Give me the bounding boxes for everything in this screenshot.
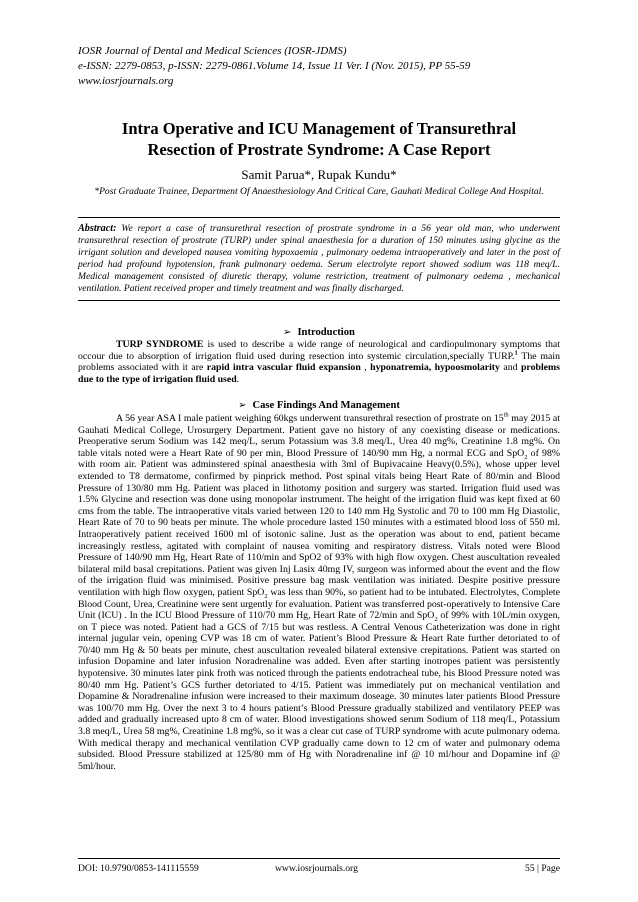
introduction-heading: Introduction xyxy=(297,327,355,338)
case-heading: Case Findings And Management xyxy=(252,400,400,411)
paper-title xyxy=(78,118,560,160)
section-heading-introduction xyxy=(78,327,560,338)
intro-problem-2: hyponatremia, hypoosmolarity xyxy=(370,362,500,374)
intro-text-3: , xyxy=(360,362,371,374)
superscript-th: th xyxy=(503,411,509,419)
journal-name: IOSR Journal of Dental and Medical Sciences (IOSR-JDMS) xyxy=(78,45,347,57)
intro-problem-1: rapid intra vascular fluid expansion xyxy=(206,362,361,374)
case-text-5: of 99% with 10L/min oxygen, on T piece was noted. Patient had a GCS of 7/15 but was restless. A Central Venous Catheterization was done in right internal jugular vein, opening CVP was 18 cm of water. Patient’s Blood Pressure & Heart Rate further detoriated to of 70/40 mm Hg & 50 beats per minute, chest auscultation revealed bilateral extensive crepitations. Patient was started on infusion Dopamine and later infusion Noradrenaline was added. Even after starting inotropes patient was persistently hypotensive. 30 minutes later pink froth was noticed through the patients endotracheal tube, his Blood Pressure noted was 80/40 mm Hg. Patient’s GCS further detoriated to 4/15. Patient was immediately put on mechanical ventilation and Dopamine & Noradrenaline infusion were increased to their maximum doseage. 30 minutes later patients Blood Pressure was 100/70 mm Hg. Over the next 3 to 4 hours patient’s Blood Pressure gradually stabilized and ventilatory PEEP was added and gradually increased upto 8 cm of water. Blood investigations showed serum Sodium of 118 meq/L, Potassium 3.8 meq/L, Urea 58 mg%, Creatinine 1.8 mg%, so it was a clear cut case of TURP syndrome with acute pulmonary odema. With medical therapy and mechanical ventilation CVP gradually came down to 12 cm of water and pulmonary odema subsided. Blood Pressure stabilized at 125/80 mm of Hg with Noradrenaline inf @ 10 ml/hour and Dopamine inf @ 5ml/hour. xyxy=(78,610,560,772)
intro-text-4: and xyxy=(499,362,521,374)
case-paragraph xyxy=(78,413,560,772)
page-footer xyxy=(78,858,560,874)
journal-header xyxy=(78,44,558,89)
footer-doi: DOI: 10.9790/0853-141115559 xyxy=(78,863,199,874)
turp-syndrome-term: TURP SYNDROME xyxy=(116,339,204,350)
journal-issn: e-ISSN: 2279-0853, p-ISSN: 2279-0861.Volume 14, Issue 11 Ver. I (Nov. 2015), PP 55-59 xyxy=(78,60,471,72)
subscript-2: 2 xyxy=(434,616,438,624)
arrow-bullet-icon: ➢ xyxy=(238,400,247,411)
subscript-2: 2 xyxy=(264,592,268,600)
authors: Samit Parua*, Rupak Kundu* xyxy=(241,167,397,182)
case-text-4: was less than 90%, so patient had to be intubated. Electrolytes, Complete Blood Count, Urea, Creatinine were sent urgently for evaluation. Patient was transferred post-operatively to Intensive Care Unit (ICU) . In the ICU Blood Pressure of 110/70 mm Hg, Heart Rate of 72/min and SpO xyxy=(78,586,561,622)
case-text-3: of 98% with room air. Patient was adminstered spinal anaesthesia with 3ml of Bupivacaine Heavy(0.5%), whose upper level extended to T8 dermatome, confirmed by pinprick method. Post spinal vitals being Heart Rate of 80/min and Blood Pressure of 130/80 mm Hg. Patient was placed in lithotomy position and surgery was started. Irrigation fluid used was 1.5% Glycine and resection was done using monopolar instrument. The height of the irrigation fluid was kept fixed at 60 cms from the table. The intraoperative vitals varied between 120 to 140 mm Hg Systolic and 70 to 100 mm Hg Diastolic, Heart Rate of 70 to 90 beats per minute. The whole procedure lasted 150 minutes with a estimated blood loss of 550 ml. Intraoperatively patient received 1600 ml of isotonic saline. Just as the operation was about to end, patient became increasingly restless, agitated with complaint of nausea vomiting and respiratory distress. Vitals noted were Blood Pressure of 140/90 mm Hg, Heart Rate of 110/min and SpO2 of 93% with high flow oxygen. Chest auscultation revealed bilateral mild basal crepitations. Patient was given Inj Lasix 40mg IV, surgeon was informed about the event and the flow of the irrigation fluid was minimised. Positive pressure bag mask ventilation was initiated. Despite positive pressure ventilation with high flow oxygen, patient SpO xyxy=(78,447,560,598)
introduction-paragraph xyxy=(78,339,560,385)
title-line-1: Intra Operative and ICU Management of Transurethral xyxy=(121,119,517,138)
affiliation: *Post Graduate Trainee, Department Of Anaesthesiology And Critical Care, Gauhati Medical College And Hospital. xyxy=(94,186,544,197)
abstract xyxy=(78,217,560,301)
intro-text-5: . xyxy=(236,373,240,385)
abstract-text: We report a case of transurethral resection of prostrate syndrome in a 56 year old man, who underwent transurethral resection of prostrate (TURP) under spinal anaesthesia for a duration of 150 minutes using glycine as the irrigant solution and developed nausea vomiting hypoxaemia , pulmonary oedema intraoperatively and later in the post of period had profound hypotension, frank pulmonary oedema. Serum electrolyte report showed sodium was 118 meq/L. Medical management consisted of diuretic therapy, volume restriction, treatment of pulmonary oedema , mechanical ventilation. Patient received proper and timely treatment and was finally discharged. xyxy=(78,223,560,295)
intro-text-2: The main problems associated with it are xyxy=(78,350,560,374)
arrow-bullet-icon: ➢ xyxy=(283,327,292,338)
abstract-label: Abstract: xyxy=(78,223,117,234)
intro-problem-3: problems due to the type of irrigation fluid used xyxy=(78,362,560,385)
case-text-2: may 2015 at Gauhati Medical College, Urosurgery Department. Patient gave no history of any coexisting disease or medications. Preoperative serum Sodium was 142 meq/L, serum Potassium was 3.8 meq/L, Urea 40 mg%, Creatinine 1.8 mg%. On table vitals noted were a Heart Rate of 90 per min, Blood Pressure of 140/90 mm Hg, a normal ECG and SpO xyxy=(78,413,560,459)
section-heading-case-findings xyxy=(78,400,560,411)
introduction-body xyxy=(78,339,560,385)
title-line-2: Resection of Prostrate Syndrome: A Case Report xyxy=(147,140,491,159)
footer-page-number: 55 | Page xyxy=(525,863,560,874)
case-findings-body xyxy=(78,413,560,772)
footer-website[interactable]: www.iosrjournals.org xyxy=(275,863,358,874)
case-text-1: A 56 year ASA I male patient weighing 60kgs underwent transurethral resection of prostrate on 15 xyxy=(116,413,504,424)
journal-website[interactable]: www.iosrjournals.org xyxy=(78,75,174,87)
intro-text-1: is used to describe a wide range of neurological and cardiopulmonary symptoms that occour due to absorption of irrigation fluid used during resection into systemic circulation,specially TURP. xyxy=(78,339,560,362)
reference-1: 1 xyxy=(514,349,518,357)
subscript-2: 2 xyxy=(524,453,528,461)
